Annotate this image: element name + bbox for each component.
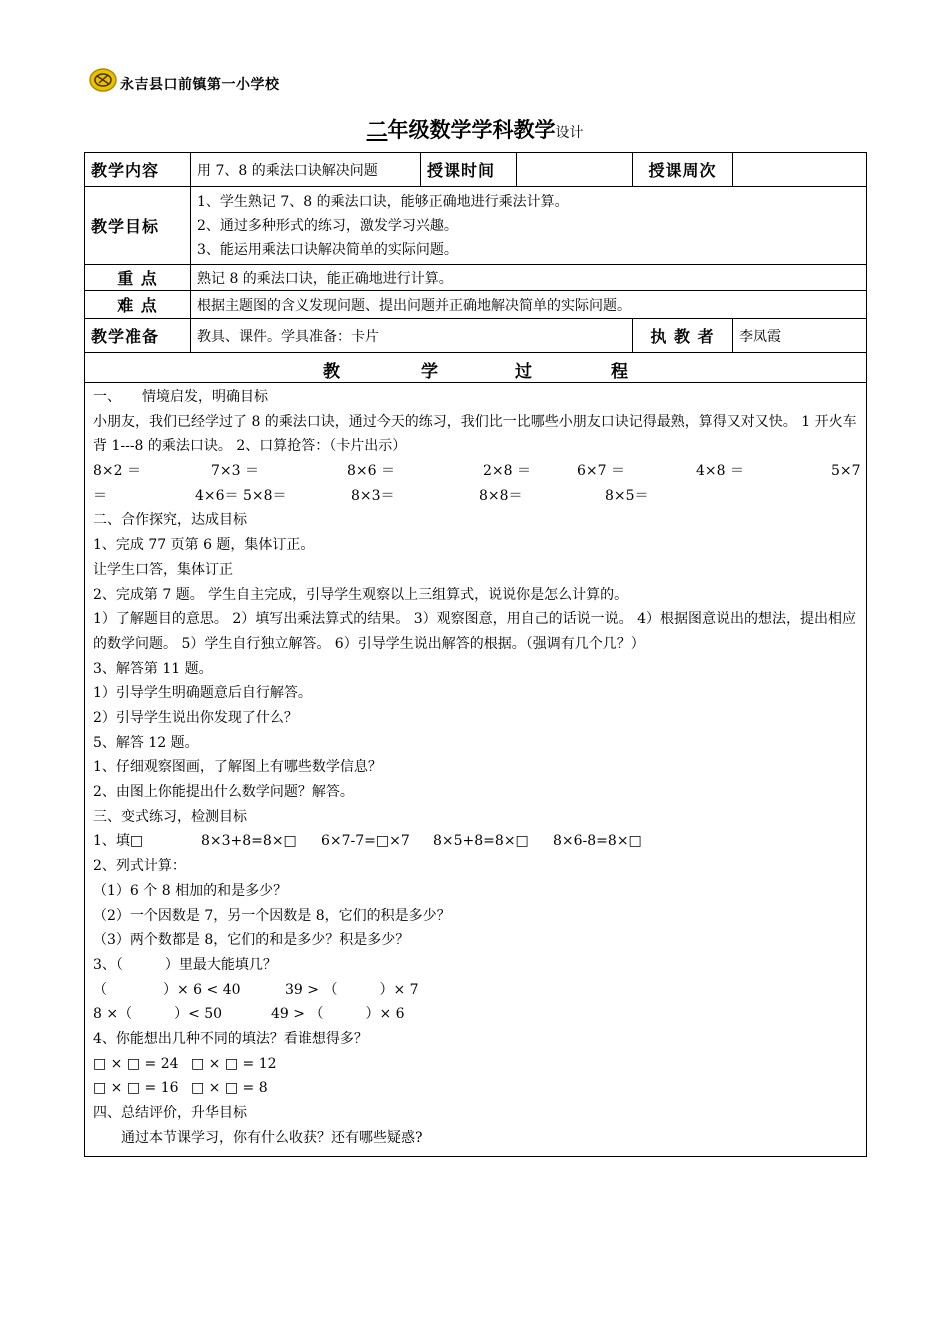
process-line: 2、列式计算：	[93, 858, 186, 875]
title-suffix: 设计	[555, 125, 584, 141]
process-line: （2）一个因数是 7，另一个因数是 8，它们的积是多少？	[93, 907, 451, 924]
process-heading-char: 过	[515, 361, 532, 382]
process-line: 1、仔细观察图画，了解图上有哪些数学信息？	[93, 759, 382, 776]
inequality-item: 8 ×（ ）< 50	[93, 1006, 223, 1023]
oral-calc-item: 2×8 ＝	[483, 463, 531, 480]
fill-blank-row	[93, 829, 860, 854]
process-heading-char: 程	[611, 361, 628, 382]
oral-calc-item: 6×7 ＝	[577, 463, 625, 480]
time-value	[517, 153, 633, 187]
fill-blank-label: 1、填□	[93, 833, 144, 850]
process-paragraph: 1）了解题目的意思。 2）填写出乘法算式的结果。 3）观察图意，用自己的话说一说。 4）根据图意说出的想法，提出相应的数学问题。 5）学生自行独立解答。 6）引导学生说出解答的根据。（强调有几个几？）	[93, 611, 856, 652]
section-4-title: 四、总结评价，升华目标	[93, 1105, 247, 1121]
process-heading	[85, 353, 867, 383]
inequality-row	[93, 978, 860, 1003]
oral-calc-item: 4×6＝ 5×8＝	[195, 487, 287, 504]
time-label: 授课时间	[421, 153, 517, 187]
inequality-row	[93, 1002, 860, 1027]
process-line: 1）引导学生明确题意后自行解答。	[93, 685, 312, 702]
goal-item: 3、能运用乘法口诀解决简单的实际问题。	[197, 241, 458, 258]
process-line: 3、解答第 11 题。	[93, 660, 213, 677]
process-line: 4、你能想出几种不同的填法？看谁想得多？	[93, 1030, 368, 1047]
title-main: 年级数学学科教学	[387, 118, 556, 142]
process-line: 1、完成 77 页第 6 题，集体订正。	[93, 537, 315, 554]
oral-calc-item: 7×3 ＝	[211, 463, 259, 480]
prep-label: 教学准备	[85, 319, 191, 353]
prep-value: 教具、课件。学具准备：卡片	[191, 319, 633, 353]
box-equation-item: □ × □ = 16	[93, 1080, 179, 1097]
process-line: 2、由图上你能提出什么数学问题？解答。	[93, 784, 354, 801]
difficulty-value: 根据主题图的含义发现问题、提出问题并正确地解决简单的实际问题。	[191, 291, 867, 319]
fill-blank-item: 8×6-8=8×□	[553, 833, 642, 850]
process-line: 3、（ ）里最大能填几？	[93, 956, 277, 973]
inequality-item: （ ）× 6 < 40	[93, 981, 241, 998]
oral-calc-item: 8×6 ＝	[347, 463, 395, 480]
goal-item: 1、学生熟记 7、8 的乘法口诀，能够正确地进行乘法计算。	[197, 193, 569, 210]
difficulty-label: 难 点	[85, 291, 191, 319]
school-name: 永吉县口前镇第一小学校	[120, 77, 280, 93]
inequality-item: 49 > （ ）× 6	[271, 1006, 405, 1023]
oral-calc-row-1	[93, 459, 860, 484]
box-equation-row	[93, 1076, 860, 1101]
oral-calc-item: 5×7	[831, 463, 861, 480]
box-equation-item: □ × □ = 12	[191, 1055, 277, 1072]
oral-calc-row-2	[93, 484, 860, 509]
document-title	[0, 114, 950, 144]
key-point-label: 重 点	[85, 265, 191, 291]
week-label: 授课周次	[633, 153, 733, 187]
process-body	[85, 383, 867, 1157]
process-line: （1）6 个 8 相加的和是多少？	[93, 882, 288, 899]
oral-calc-item: ＝	[93, 487, 107, 504]
section-3-title: 三、变式练习，检测目标	[93, 808, 247, 825]
process-heading-char: 学	[421, 361, 438, 382]
fill-blank-item: 8×3+8=8×□	[201, 833, 297, 850]
fill-blank-item: 6×7-7=□×7	[321, 833, 410, 850]
oral-calc-item: 8×5＝	[605, 487, 649, 504]
process-line: 通过本节课学习，你有什么收获？还有哪些疑惑?	[93, 1129, 423, 1146]
process-line: 2）引导学生说出你发现了什么？	[93, 710, 298, 726]
section-2-title: 二、合作探究，达成目标	[93, 512, 247, 529]
process-line: （3）两个数都是 8，它们的和是多少？积是多少？	[93, 932, 410, 949]
process-line: 2、完成第 7 题。 学生自主完成，引导学生观察以上三组算式，说说你是怎么计算的。	[93, 586, 629, 603]
fill-blank-item: 8×5+8=8×□	[433, 833, 529, 850]
teacher-value: 李凤霞	[733, 319, 867, 353]
title-grade: 二	[366, 118, 388, 142]
oral-calc-item: 8×3＝	[351, 487, 395, 504]
oral-calc-item: 4×8 ＝	[696, 463, 744, 480]
oral-calc-item: 8×8＝	[479, 487, 523, 504]
box-equation-item: □ × □ = 24	[93, 1055, 179, 1072]
box-equation-item: □ × □ = 8	[191, 1080, 268, 1097]
school-logo-icon	[88, 66, 120, 94]
box-equation-row	[93, 1052, 860, 1077]
goal-item: 2、通过多种形式的练习，激发学习兴趣。	[197, 217, 458, 234]
oral-calc-item: 8×2 ＝	[93, 463, 141, 480]
week-value	[733, 153, 867, 187]
process-line: 让学生口答，集体订正	[93, 561, 233, 578]
key-point-value: 熟记 8 的乘法口诀，能正确地进行计算。	[191, 265, 867, 291]
lesson-plan-table	[84, 152, 867, 1157]
teacher-label: 执 教 者	[633, 319, 733, 353]
process-heading-char: 教	[323, 361, 340, 382]
section-1-paragraph: 小朋友，我们已经学过了 8 的乘法口诀，通过今天的练习，我们比一比哪些小朋友口诀记得最熟，算得又对又快。 1 开火车背 1---8 的乘法口诀。 2、口算抢答：（卡片出示）	[93, 413, 857, 455]
goals-cell	[191, 187, 867, 265]
process-line: 5、解答 12 题。	[93, 734, 199, 751]
goals-label: 教学目标	[85, 187, 191, 265]
content-label: 教学内容	[85, 153, 191, 187]
content-value: 用 7、8 的乘法口诀解决问题	[191, 153, 421, 187]
section-1-title: 一、 情境启发，明确目标	[93, 389, 268, 405]
inequality-item: 39 > （ ）× 7	[285, 981, 419, 998]
